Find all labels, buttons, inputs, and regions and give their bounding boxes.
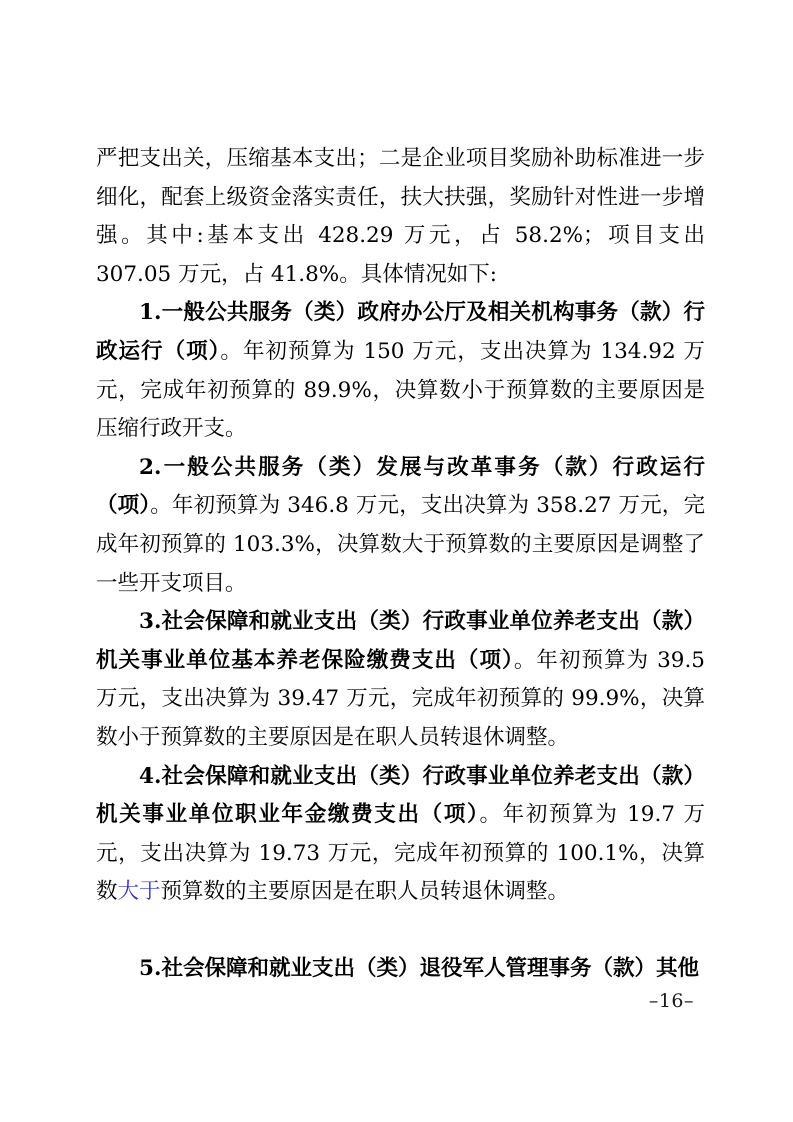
page-number: –16–	[648, 990, 694, 1012]
paragraph-item-2	[96, 449, 705, 603]
item-4-body-before: 。年初预算为 19.7 万元，支出决算为 19.73 万元，完成年初预算的 100.1%，决算数	[96, 802, 705, 905]
paragraph-item-4	[96, 758, 705, 912]
item-4-highlight-text: 大于	[117, 879, 161, 905]
item-2-heading: 2.一般公共服务（类）发展与改革事务（款）行政运行（项）	[96, 454, 705, 519]
item-2-body: 。年初预算为 346.8 万元，支出决算为 358.27 万元，完成年初预算的 103.3%，决算数大于预算数的主要原因是调整了一些开支项目。	[96, 493, 705, 596]
item-1-body: 。年初预算为 150 万元，支出决算为 134.92 万元，完成年初预算的 89.9%，决算数小于预算数的主要原因是压缩行政开支。	[96, 338, 705, 442]
item-5-heading: 5.社会保障和就业支出（类）退役军人管理事务（款）其他	[139, 956, 699, 982]
item-3-heading: 3.社会保障和就业支出（类）行政事业单位养老支出（款）机关事业单位基本养老保险缴费支出（项）	[96, 609, 705, 673]
item-4-body-after: 预算数的主要原因是在职人员转退休调整。	[160, 879, 570, 905]
document-body	[96, 140, 705, 989]
paragraph-item-1	[96, 294, 705, 448]
item-1-heading: 1.一般公共服务（类）政府办公厅及相关机构事务（款）行政运行（项）	[96, 300, 705, 364]
item-4-heading: 4.社会保障和就业支出（类）行政事业单位养老支出（款）机关事业单位职业年金缴费支出（项）	[96, 763, 705, 828]
intro-text: 严把支出关，压缩基本支出；二是企业项目奖励补助标准进一步细化，配套上级资金落实责任，扶大扶强，奖励针对性进一步增强。其中:基本支出 428.29 万元，占 58.2%；项目支出 307.05 万元，占 41.8%。具体情况如下:	[96, 146, 705, 287]
item-3-body: 。年初预算为 39.5 万元，支出决算为 39.47 万元，完成年初预算的 99.9%，决算数小于预算数的主要原因是在职人员转退休调整。	[96, 647, 705, 750]
paragraph-item-5	[96, 950, 705, 989]
paragraph-intro	[96, 140, 705, 294]
paragraph-item-3	[96, 603, 705, 757]
